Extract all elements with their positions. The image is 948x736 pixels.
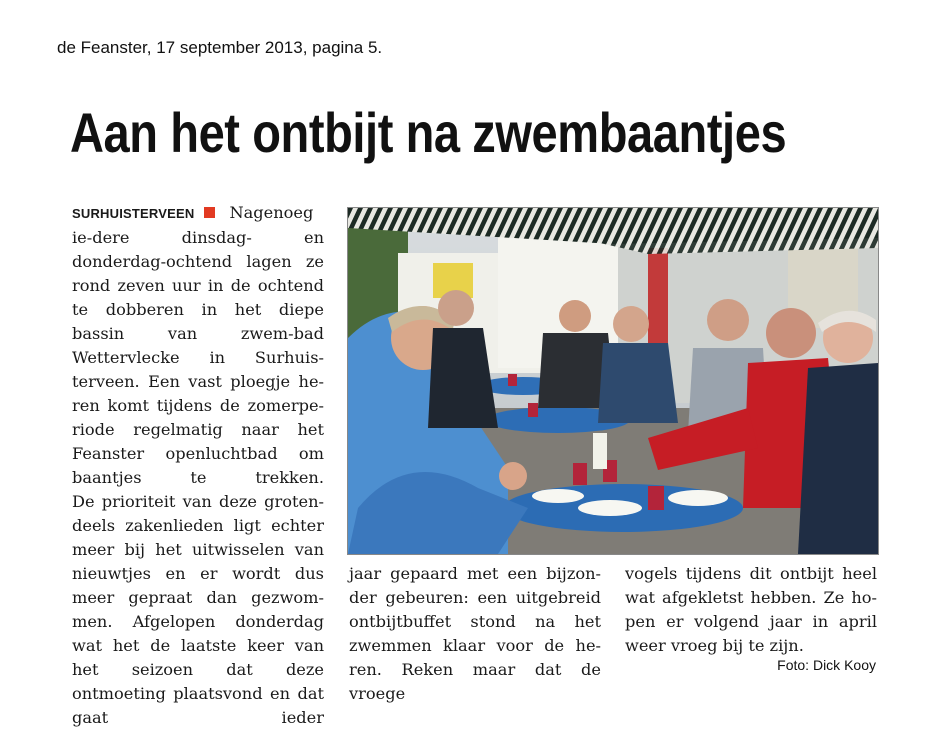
breakfast-photo	[347, 207, 879, 555]
intro-paragraph	[72, 201, 324, 490]
article-column-2	[349, 562, 601, 706]
paragraph-2-part-3: vogels tijdens dit ontbijt heel wat afgekletst hebben. Ze ho-pen er volgend jaar in april weer vroeg bij te zijn.	[625, 564, 877, 655]
red-square-marker-icon	[204, 207, 215, 218]
intro-text: Nagenoeg ie-dere dinsdag- en donderdag-ochtend lagen ze rond zeven uur in de ochtend te dobberen in het diepe bassin van zwem-bad Wettervlecke in Surhuis-terveen. Een vast ploegje he-ren komt tijdens de zomerpe-riode regelmatig naar het Feanster openluchtbad om baantjes te trekken.	[72, 203, 324, 487]
dateline: SURHUISTERVEEN	[72, 206, 195, 221]
source-line: de Feanster, 17 september 2013, pagina 5.	[57, 38, 383, 57]
paragraph-2-part-1: De prioriteit van deze groten-deels zakenlieden ligt echter meer bij het uitwisselen van nieuwtjes en er wordt dus meer gepraat dan gezwom-men. Afgelopen donderdag wat het de laatste keer van het seizoen dat deze ontmoeting plaatsvond en dat gaat ieder	[72, 492, 324, 727]
article-column-1	[72, 201, 324, 730]
photo-credit: Foto: Dick Kooy	[777, 657, 876, 673]
headline: Aan het ontbijt na zwembaantjes	[70, 101, 787, 164]
paragraph-2-part-2: jaar gepaard met een bijzon-der gebeuren: een uitgebreid ontbijtbuffet stond na het zwemmen klaar voor de he-ren. Reken maar dat de vroege	[349, 564, 601, 703]
article-column-3	[625, 562, 877, 658]
